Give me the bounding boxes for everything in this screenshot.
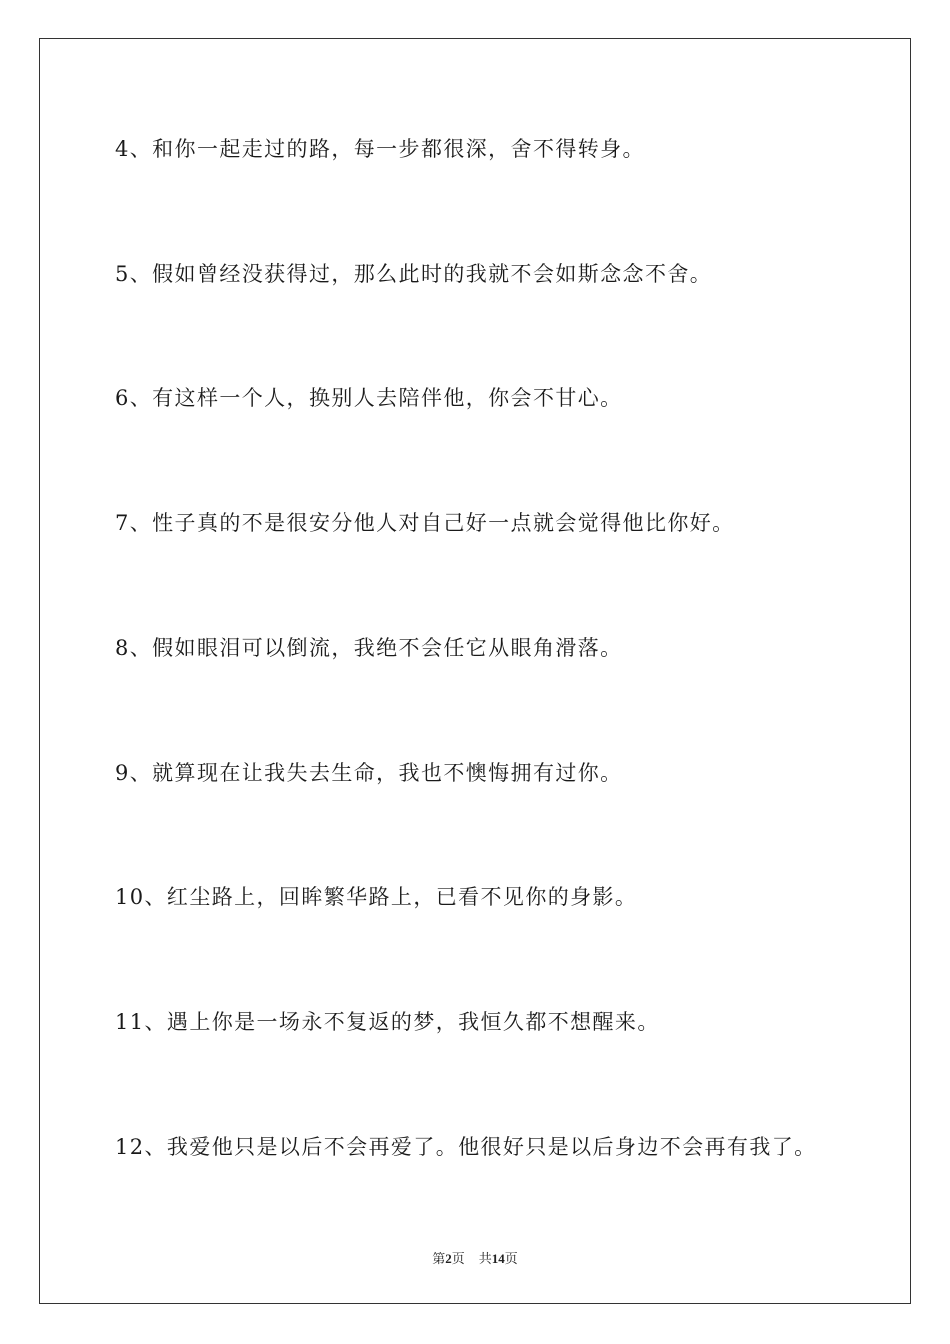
list-item: 9、就算现在让我失去生命，我也不懊悔拥有过你。 bbox=[115, 761, 623, 785]
list-item: 11、遇上你是一场永不复返的梦，我恒久都不想醒来。 bbox=[115, 1010, 660, 1034]
page-prefix: 第 bbox=[432, 1251, 446, 1266]
list-item: 5、假如曾经没获得过，那么此时的我就不会如斯念念不舍。 bbox=[115, 262, 713, 286]
list-item: 8、假如眼泪可以倒流，我绝不会任它从眼角滑落。 bbox=[115, 636, 623, 660]
page-suffix: 页 bbox=[451, 1251, 465, 1266]
list-item: 7、性子真的不是很安分他人对自己好一点就会觉得他比你好。 bbox=[115, 511, 735, 535]
page-number: 2 bbox=[445, 1251, 452, 1266]
list-item: 4、和你一起走过的路，每一步都很深，舍不得转身。 bbox=[115, 137, 645, 161]
total-prefix: 共 bbox=[478, 1251, 492, 1266]
total-pages: 14 bbox=[491, 1251, 505, 1266]
page-footer bbox=[0, 1248, 950, 1267]
list-item: 10、红尘路上，回眸繁华路上，已看不见你的身影。 bbox=[115, 885, 638, 909]
list-item: 6、有这样一个人，换别人去陪伴他，你会不甘心。 bbox=[115, 386, 623, 410]
list-item: 12、我爱他只是以后不会再爱了。他很好只是以后身边不会再有我了。 bbox=[115, 1135, 817, 1159]
page-border bbox=[39, 38, 911, 1304]
total-suffix: 页 bbox=[504, 1251, 518, 1266]
